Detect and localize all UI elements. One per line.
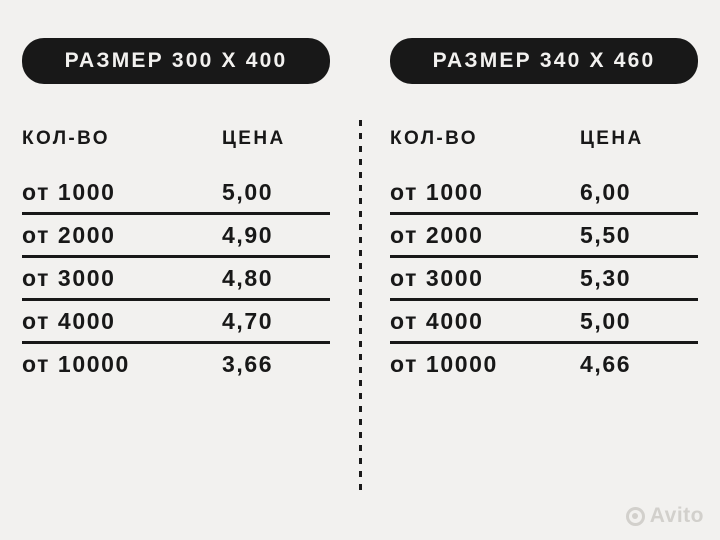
cell-quantity: от 4000 [390, 307, 484, 334]
table-row [390, 258, 698, 301]
cell-price: 4,80 [222, 264, 274, 291]
size-badge-left: РАЗМЕР 300 Х 400 [22, 38, 330, 84]
table-row [22, 258, 330, 301]
cell-price: 5,30 [580, 264, 632, 291]
cell-quantity: от 3000 [22, 264, 116, 291]
column-header-quantity: КОЛ-ВО [22, 128, 110, 149]
watermark-label: Avito [649, 504, 704, 527]
avito-logo-icon [626, 507, 645, 526]
column-header-price: ЦЕНА [580, 128, 644, 149]
table-row [22, 172, 330, 215]
cell-quantity: от 1000 [22, 178, 116, 205]
cell-price: 6,00 [580, 178, 632, 205]
cell-quantity: от 1000 [390, 178, 484, 205]
cell-quantity: от 10000 [390, 350, 498, 377]
cell-quantity: от 3000 [390, 264, 484, 291]
cell-quantity: от 4000 [22, 307, 116, 334]
cell-price: 5,00 [222, 178, 274, 205]
column-header-price: ЦЕНА [222, 128, 286, 149]
table-row [390, 301, 698, 344]
table-row [22, 301, 330, 344]
cell-quantity: от 2000 [390, 221, 484, 248]
table-row [22, 344, 330, 384]
cell-price: 5,50 [580, 221, 632, 248]
table-row [22, 215, 330, 258]
cell-price: 3,66 [222, 350, 274, 377]
price-table-right [390, 128, 698, 384]
table-header-right [390, 128, 698, 150]
price-column-right [360, 0, 720, 540]
table-header-left [22, 128, 330, 150]
cell-quantity: от 10000 [22, 350, 130, 377]
cell-price: 4,66 [580, 350, 632, 377]
cell-price: 5,00 [580, 307, 632, 334]
cell-price: 4,70 [222, 307, 274, 334]
column-divider [359, 120, 362, 490]
table-row [390, 215, 698, 258]
cell-quantity: от 2000 [22, 221, 116, 248]
watermark [626, 504, 704, 528]
price-table-left [22, 128, 330, 384]
size-badge-right: РАЗМЕР 340 Х 460 [390, 38, 698, 84]
table-row [390, 172, 698, 215]
column-header-quantity: КОЛ-ВО [390, 128, 478, 149]
cell-price: 4,90 [222, 221, 274, 248]
table-row [390, 344, 698, 384]
